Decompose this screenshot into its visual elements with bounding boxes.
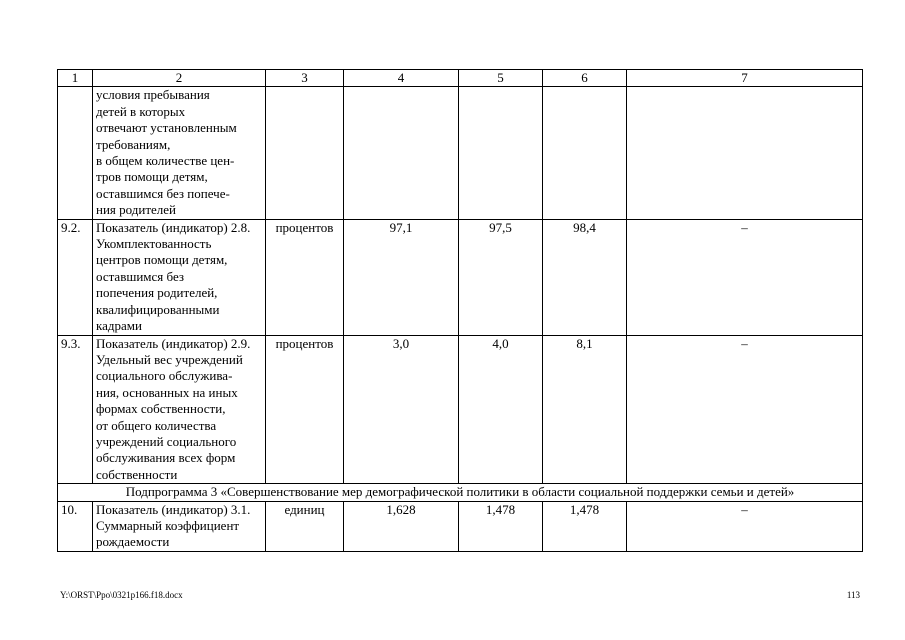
header-cell: 2 (93, 70, 266, 87)
table-row (58, 335, 863, 484)
table-row (58, 501, 863, 551)
indicator-line: оставшимся без попече- (96, 185, 230, 201)
footer-file-path: Y:\ORST\Ppo\0321p166.f18.docx (60, 590, 183, 600)
subprogram-row (58, 484, 863, 501)
value-cell: 8,1 (543, 335, 627, 484)
indicator-line: ния, основанных на иных (96, 384, 238, 400)
indicator-line: квалифицированными (96, 301, 220, 317)
indicator-line: в общем количестве цен- (96, 153, 235, 169)
indicator-line: рождаемости (96, 534, 170, 550)
note-cell (627, 87, 863, 219)
header-cell: 1 (58, 70, 93, 87)
indicator-name (93, 219, 266, 335)
note-cell: – (627, 219, 863, 335)
header-cell: 5 (459, 70, 543, 87)
indicator-line: кадрами (96, 318, 142, 334)
indicator-line: тров помощи детям, (96, 169, 208, 185)
header-cell: 6 (543, 70, 627, 87)
indicator-line: ния родителей (96, 202, 177, 218)
indicator-line: Показатель (индикатор) 3.1. (96, 501, 251, 517)
row-number: 10. (58, 501, 93, 551)
unit-cell (266, 87, 344, 219)
unit-cell: единиц (266, 501, 344, 551)
page-number: 113 (846, 590, 860, 600)
unit-cell: процентов (266, 219, 344, 335)
value-cell: 1,478 (543, 501, 627, 551)
indicator-line: Укомплектованность (96, 236, 212, 252)
header-cell: 3 (266, 70, 344, 87)
row-number (58, 87, 93, 219)
value-cell: 97,1 (344, 219, 459, 335)
row-number: 9.3. (58, 335, 93, 484)
value-cell (344, 87, 459, 219)
value-cell: 98,4 (543, 219, 627, 335)
indicator-line: обслуживания всех форм (96, 450, 236, 466)
value-cell: 1,628 (344, 501, 459, 551)
indicator-line: Показатель (индикатор) 2.9. (96, 335, 251, 351)
indicator-name (93, 87, 266, 219)
indicator-line: попечения родителей, (96, 285, 218, 301)
indicator-name (93, 335, 266, 484)
note-cell: – (627, 335, 863, 484)
note-cell: – (627, 501, 863, 551)
value-cell (459, 87, 543, 219)
value-cell: 4,0 (459, 335, 543, 484)
indicator-table (57, 69, 863, 552)
unit-cell: процентов (266, 335, 344, 484)
table-row (58, 219, 863, 335)
value-cell: 97,5 (459, 219, 543, 335)
indicator-name (93, 501, 266, 551)
indicator-line: собственности (96, 466, 178, 482)
indicator-line: от общего количества (96, 417, 217, 433)
indicator-line: условия пребывания (96, 87, 210, 103)
indicator-line: Суммарный коэффициент (96, 517, 240, 533)
indicator-line: учреждений социального (96, 433, 237, 449)
row-number: 9.2. (58, 219, 93, 335)
header-row (58, 70, 863, 87)
indicator-line: социального обслужива- (96, 368, 233, 384)
header-cell: 4 (344, 70, 459, 87)
table-row (58, 87, 863, 219)
value-cell: 3,0 (344, 335, 459, 484)
subprogram-title: Подпрограмма 3 «Совершенствование мер демографической политики в области социальной поддержки семьи и детей» (58, 484, 863, 501)
header-cell: 7 (627, 70, 863, 87)
indicator-line: детей в которых (96, 103, 186, 119)
indicator-line: Удельный вес учреждений (96, 351, 243, 367)
indicator-line: Показатель (индикатор) 2.8. (96, 219, 251, 235)
value-cell: 1,478 (459, 501, 543, 551)
indicator-line: отвечают установленным (96, 120, 237, 136)
indicator-line: оставшимся без (96, 268, 185, 284)
indicator-line: формах собственности, (96, 401, 226, 417)
indicator-line: центров помощи детям, (96, 252, 228, 268)
value-cell (543, 87, 627, 219)
indicator-line: требованиям, (96, 136, 171, 152)
